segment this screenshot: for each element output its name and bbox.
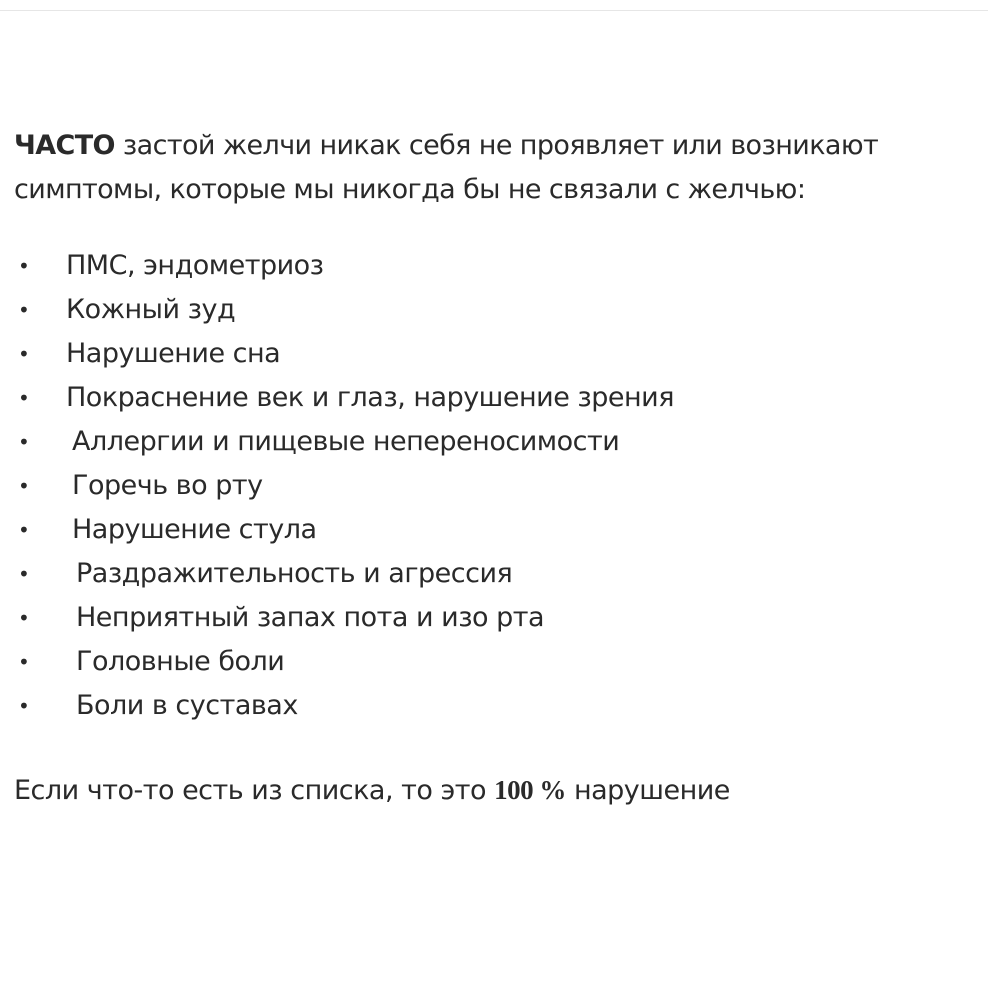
list-item [14,376,984,420]
document-body [14,124,984,813]
bullet-icon: • [18,606,30,630]
list-item [14,464,984,508]
list-item-text: Нарушение сна [66,338,281,369]
intro-line1: застой желчи никак себя не проявляет или возникают [114,130,879,161]
symptom-list [14,244,984,728]
list-item [14,288,984,332]
bullet-icon: • [18,650,30,674]
intro-line2: симптомы, которые мы никогда бы не связали с желчью: [14,174,806,205]
intro-emphasis: ЧАСТО [14,130,115,161]
list-item-text: Боли в суставах [76,690,298,721]
list-item [14,332,984,376]
bullet-icon: • [18,254,30,278]
list-item [14,552,984,596]
intro-paragraph [14,124,984,212]
list-item-text: Кожный зуд [66,294,236,325]
list-item [14,508,984,552]
bullet-icon: • [18,694,30,718]
list-item [14,244,984,288]
bullet-icon: • [18,430,30,454]
bullet-icon: • [18,518,30,542]
conclusion-percent: 100 % [494,775,566,805]
bullet-icon: • [18,342,30,366]
bullet-icon: • [18,386,30,410]
list-item [14,684,984,728]
list-item [14,420,984,464]
list-item-text: Нарушение стула [72,514,317,545]
conclusion-suffix: нарушение [565,775,730,806]
conclusion-prefix: Если что-то есть из списка, то это [14,775,495,806]
conclusion-paragraph [14,768,984,813]
list-item-text: Головные боли [76,646,285,677]
bullet-icon: • [18,298,30,322]
list-item-text: Раздражительность и агрессия [76,558,513,589]
list-item [14,596,984,640]
list-item [14,640,984,684]
bullet-icon: • [18,562,30,586]
list-item-text: Горечь во рту [72,470,263,501]
bullet-icon: • [18,474,30,498]
list-item-text: Аллергии и пищевые непереносимости [72,426,620,457]
top-divider [0,10,988,11]
list-item-text: Неприятный запах пота и изо рта [76,602,545,633]
list-item-text: ПМС, эндометриоз [66,250,324,281]
list-item-text: Покраснение век и глаз, нарушение зрения [66,382,674,413]
